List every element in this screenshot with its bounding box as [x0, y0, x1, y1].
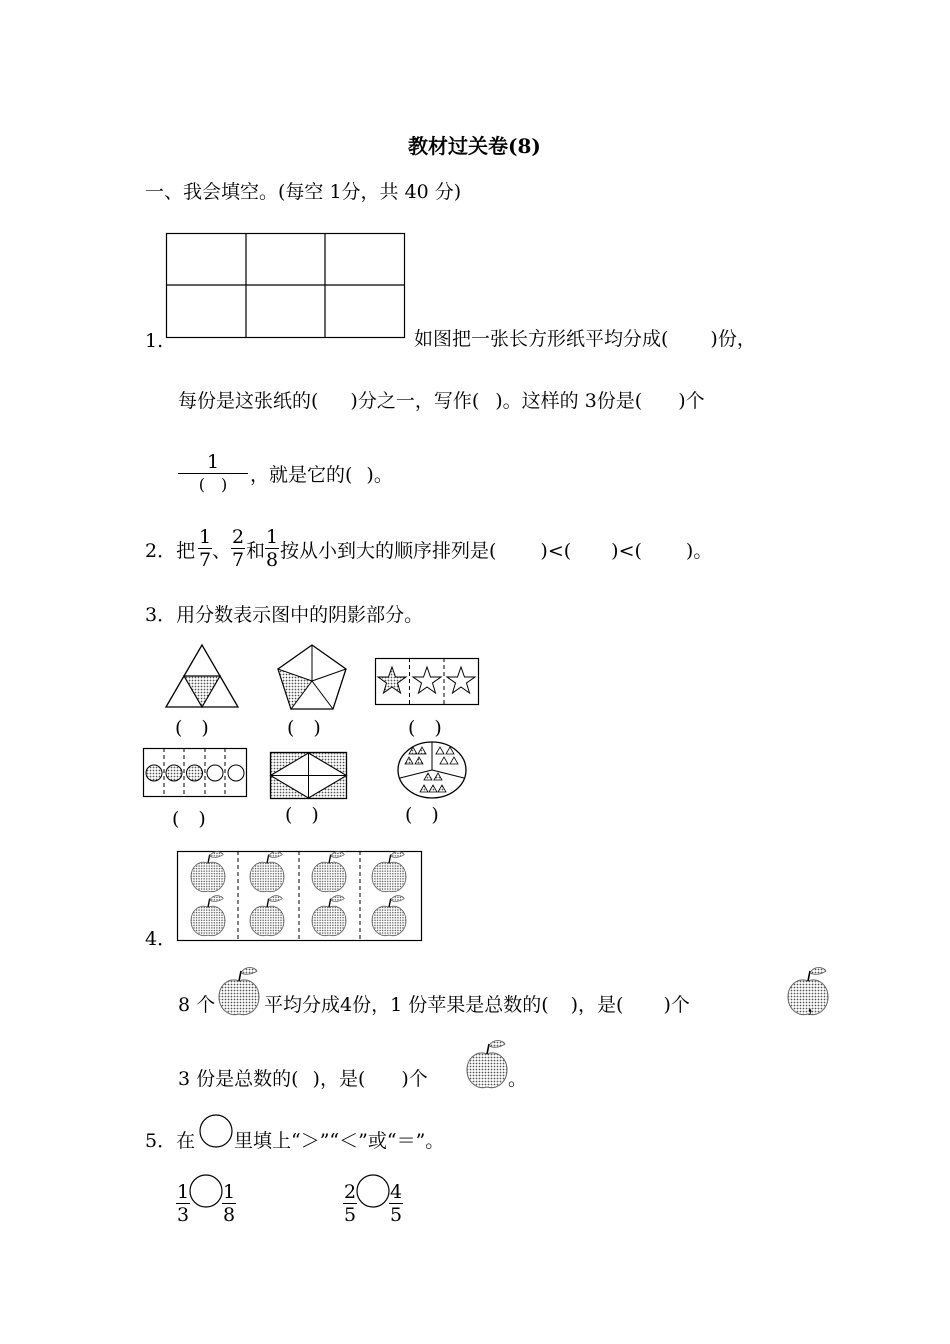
q2-fraction-1: $\frac{1}{7}$ [198, 526, 212, 571]
q3-answer-1: ( ) [175, 717, 209, 739]
q1-number: 1. [145, 330, 164, 352]
q4-line1-a: 8 个 [178, 994, 216, 1016]
q4-line2: 3 份是总数的( )，是( )个 [178, 1068, 428, 1090]
q5-text-b: 里填上“＞”“＜”或“＝”。 [234, 1130, 445, 1152]
q3-triangle-figure [164, 643, 240, 709]
q3-answer-2: ( ) [287, 717, 321, 739]
q3-ellipse-triangles-figure [396, 740, 468, 800]
apple-icon [462, 1038, 512, 1090]
q2-number: 2．把 [145, 540, 196, 562]
q3-answer-4: ( ) [172, 808, 206, 830]
apple-icon [215, 965, 265, 1015]
q4-apples-grid [177, 851, 423, 943]
q3-answer-5: ( ) [285, 804, 319, 826]
q3-circles-figure [143, 748, 247, 798]
q4-line1-e: ， [807, 994, 827, 1016]
q2-text: 按从小到大的顺序排列是( )<( )<( )。 [280, 540, 713, 562]
q2-separator-1: 、 [212, 540, 232, 562]
q5-pair2-left-fraction: $\frac{2}{5}$ [343, 1181, 357, 1226]
q1-rectangle-grid [166, 233, 406, 339]
section-heading: 一、我会填空。(每空 1分，共 40 分) [145, 181, 462, 203]
q5-text-a: 5．在 [145, 1130, 196, 1152]
q1-line-b: 每份是这张纸的( )分之一，写作( )。这样的 3份是( )个 [178, 390, 705, 412]
page-title: 教材过关卷(8) [408, 134, 541, 158]
q5-compare-circle-1[interactable] [188, 1173, 224, 1209]
q3-rhombus-figure [270, 752, 348, 800]
q5-compare-circle-2[interactable] [355, 1173, 391, 1209]
q1-line-c: ，就是它的( )。 [250, 464, 393, 486]
q2-fraction-3: $\frac{1}{8}$ [265, 526, 279, 571]
q1-fraction: 1 ( ) [178, 451, 248, 496]
q1-line-a: 如图把一张长方形纸平均分成( )份， [414, 328, 756, 350]
q3-text: 3．用分数表示图中的阴影部分。 [145, 604, 424, 626]
q4-number: 4． [145, 928, 177, 950]
q5-pair1-left-fraction: $\frac{1}{3}$ [176, 1181, 190, 1226]
q2-fraction-2: $\frac{2}{7}$ [231, 526, 245, 571]
q4-line2-end: 。 [508, 1068, 528, 1090]
q3-answer-3: ( ) [408, 717, 442, 739]
circle-icon [199, 1113, 235, 1149]
q3-stars-figure [375, 658, 479, 706]
q2-separator-2: 和 [246, 540, 266, 562]
q5-pair1-right-fraction: $\frac{1}{8}$ [222, 1181, 236, 1226]
q5-pair2-right-fraction: $\frac{4}{5}$ [389, 1181, 403, 1226]
q3-answer-6: ( ) [405, 804, 439, 826]
q4-line1-b: 平均分成4份，1 份苹果是总数的( )，是( )个 [264, 994, 690, 1016]
q3-pentagon-figure [276, 643, 348, 711]
